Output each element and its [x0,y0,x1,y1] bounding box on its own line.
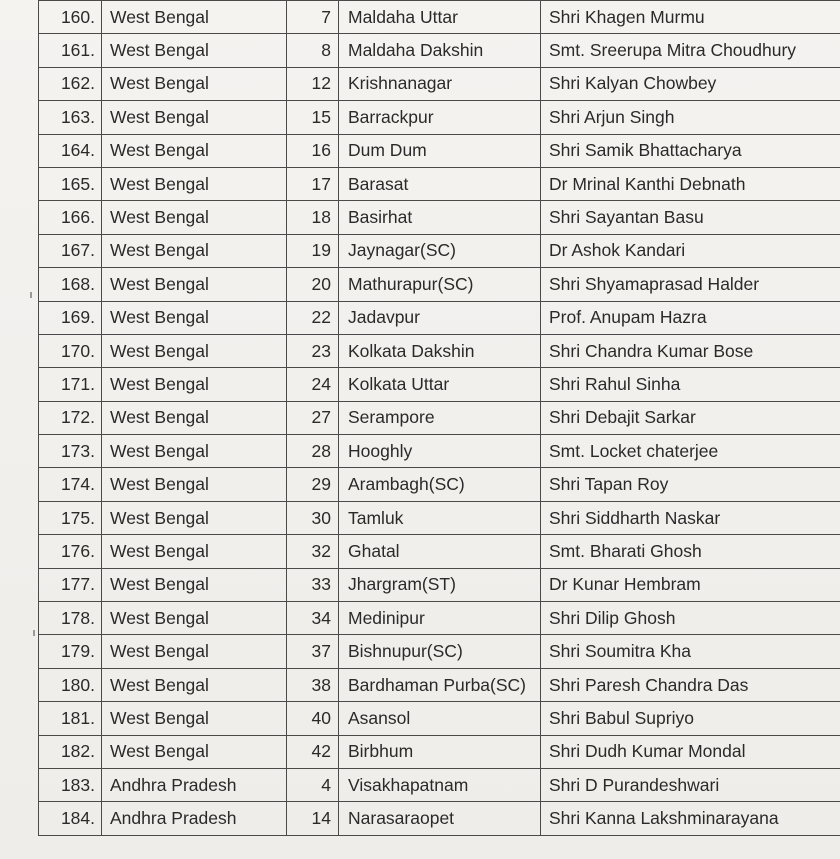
candidate-name-cell: Shri Shyamaprasad Halder [541,268,840,301]
candidate-name-cell: Shri D Purandeshwari [541,768,840,801]
serial-number-cell: 167. [39,234,102,267]
table-row [39,201,840,234]
state-cell: West Bengal [102,702,287,735]
constituency-cell: Barasat [339,167,541,200]
constituency-number-cell: 17 [287,167,339,200]
constituency-cell: Medinipur [339,602,541,635]
stray-mark [30,292,32,298]
table-row [39,468,840,501]
state-cell: West Bengal [102,535,287,568]
constituency-number-cell: 33 [287,568,339,601]
constituency-number-cell: 42 [287,735,339,768]
serial-number-cell: 160. [39,1,102,34]
table-row [39,535,840,568]
state-cell: West Bengal [102,301,287,334]
candidate-name-cell: Shri Soumitra Kha [541,635,840,668]
state-cell: West Bengal [102,201,287,234]
serial-number-cell: 163. [39,101,102,134]
table-row [39,1,840,34]
serial-number-cell: 178. [39,602,102,635]
candidate-name-cell: Shri Tapan Roy [541,468,840,501]
constituency-number-cell: 4 [287,768,339,801]
table-row [39,768,840,801]
candidate-name-cell: Shri Sayantan Basu [541,201,840,234]
serial-number-cell: 182. [39,735,102,768]
constituency-cell: Tamluk [339,501,541,534]
constituency-cell: Visakhapatnam [339,768,541,801]
table-row [39,668,840,701]
table-row [39,401,840,434]
state-cell: West Bengal [102,167,287,200]
serial-number-cell: 171. [39,368,102,401]
state-cell: West Bengal [102,34,287,67]
table-row [39,167,840,200]
serial-number-cell: 165. [39,167,102,200]
constituency-cell: Narasaraopet [339,802,541,835]
serial-number-cell: 162. [39,67,102,100]
constituency-number-cell: 14 [287,802,339,835]
constituency-number-cell: 12 [287,67,339,100]
candidate-name-cell: Shri Dudh Kumar Mondal [541,735,840,768]
constituency-cell: Mathurapur(SC) [339,268,541,301]
constituency-number-cell: 22 [287,301,339,334]
constituency-number-cell: 15 [287,101,339,134]
constituency-number-cell: 23 [287,334,339,367]
state-cell: Andhra Pradesh [102,802,287,835]
table-row [39,301,840,334]
candidate-name-cell: Shri Siddharth Naskar [541,501,840,534]
constituency-number-cell: 34 [287,602,339,635]
constituency-cell: Hooghly [339,435,541,468]
serial-number-cell: 181. [39,702,102,735]
table-row [39,735,840,768]
candidate-name-cell: Shri Samik Bhattacharya [541,134,840,167]
constituency-cell: Basirhat [339,201,541,234]
serial-number-cell: 161. [39,34,102,67]
serial-number-cell: 164. [39,134,102,167]
serial-number-cell: 168. [39,268,102,301]
state-cell: West Bengal [102,401,287,434]
candidate-name-cell: Smt. Bharati Ghosh [541,535,840,568]
table-row [39,602,840,635]
table-row [39,435,840,468]
constituency-cell: Asansol [339,702,541,735]
state-cell: West Bengal [102,635,287,668]
candidate-name-cell: Prof. Anupam Hazra [541,301,840,334]
table-row [39,34,840,67]
state-cell: West Bengal [102,101,287,134]
candidate-name-cell: Shri Babul Supriyo [541,702,840,735]
state-cell: West Bengal [102,368,287,401]
table-row [39,334,840,367]
constituency-number-cell: 18 [287,201,339,234]
state-cell: West Bengal [102,735,287,768]
table-row [39,134,840,167]
serial-number-cell: 169. [39,301,102,334]
constituency-number-cell: 24 [287,368,339,401]
candidate-name-cell: Dr Kunar Hembram [541,568,840,601]
constituency-cell: Krishnanagar [339,67,541,100]
constituency-number-cell: 28 [287,435,339,468]
state-cell: Andhra Pradesh [102,768,287,801]
state-cell: West Bengal [102,501,287,534]
table-row [39,268,840,301]
state-cell: West Bengal [102,668,287,701]
serial-number-cell: 183. [39,768,102,801]
constituency-number-cell: 27 [287,401,339,434]
state-cell: West Bengal [102,334,287,367]
constituency-cell: Kolkata Dakshin [339,334,541,367]
table-row [39,368,840,401]
constituency-cell: Kolkata Uttar [339,368,541,401]
serial-number-cell: 174. [39,468,102,501]
state-cell: West Bengal [102,602,287,635]
candidate-name-cell: Smt. Sreerupa Mitra Choudhury [541,34,840,67]
candidate-list-table [38,0,840,836]
state-cell: West Bengal [102,568,287,601]
table-row [39,67,840,100]
constituency-cell: Jhargram(ST) [339,568,541,601]
serial-number-cell: 179. [39,635,102,668]
constituency-cell: Ghatal [339,535,541,568]
constituency-cell: Jaynagar(SC) [339,234,541,267]
table-row [39,635,840,668]
candidate-name-cell: Shri Chandra Kumar Bose [541,334,840,367]
constituency-number-cell: 29 [287,468,339,501]
constituency-number-cell: 40 [287,702,339,735]
serial-number-cell: 170. [39,334,102,367]
constituency-number-cell: 19 [287,234,339,267]
state-cell: West Bengal [102,468,287,501]
serial-number-cell: 175. [39,501,102,534]
serial-number-cell: 177. [39,568,102,601]
candidate-name-cell: Shri Paresh Chandra Das [541,668,840,701]
state-cell: West Bengal [102,435,287,468]
constituency-cell: Maldaha Dakshin [339,34,541,67]
constituency-cell: Barrackpur [339,101,541,134]
constituency-cell: Arambagh(SC) [339,468,541,501]
constituency-number-cell: 38 [287,668,339,701]
table-row [39,101,840,134]
constituency-number-cell: 32 [287,535,339,568]
serial-number-cell: 180. [39,668,102,701]
candidate-name-cell: Shri Arjun Singh [541,101,840,134]
state-cell: West Bengal [102,67,287,100]
constituency-number-cell: 7 [287,1,339,34]
candidate-name-cell: Smt. Locket chaterjee [541,435,840,468]
table-row [39,702,840,735]
constituency-number-cell: 30 [287,501,339,534]
serial-number-cell: 173. [39,435,102,468]
state-cell: West Bengal [102,268,287,301]
constituency-cell: Dum Dum [339,134,541,167]
candidate-name-cell: Shri Debajit Sarkar [541,401,840,434]
serial-number-cell: 176. [39,535,102,568]
table-row [39,568,840,601]
constituency-number-cell: 16 [287,134,339,167]
constituency-cell: Bishnupur(SC) [339,635,541,668]
candidate-name-cell: Shri Kanna Lakshminarayana [541,802,840,835]
candidate-name-cell: Dr Mrinal Kanthi Debnath [541,167,840,200]
constituency-cell: Bardhaman Purba(SC) [339,668,541,701]
constituency-cell: Serampore [339,401,541,434]
constituency-number-cell: 37 [287,635,339,668]
constituency-cell: Jadavpur [339,301,541,334]
candidate-name-cell: Shri Rahul Sinha [541,368,840,401]
state-cell: West Bengal [102,234,287,267]
serial-number-cell: 172. [39,401,102,434]
table-body [39,1,840,836]
constituency-number-cell: 8 [287,34,339,67]
state-cell: West Bengal [102,134,287,167]
constituency-cell: Birbhum [339,735,541,768]
candidate-name-cell: Shri Dilip Ghosh [541,602,840,635]
constituency-number-cell: 20 [287,268,339,301]
table-row [39,802,840,835]
candidate-name-cell: Dr Ashok Kandari [541,234,840,267]
candidate-name-cell: Shri Kalyan Chowbey [541,67,840,100]
table-row [39,501,840,534]
candidate-name-cell: Shri Khagen Murmu [541,1,840,34]
stray-mark [33,630,35,636]
serial-number-cell: 166. [39,201,102,234]
constituency-cell: Maldaha Uttar [339,1,541,34]
state-cell: West Bengal [102,1,287,34]
serial-number-cell: 184. [39,802,102,835]
table-row [39,234,840,267]
